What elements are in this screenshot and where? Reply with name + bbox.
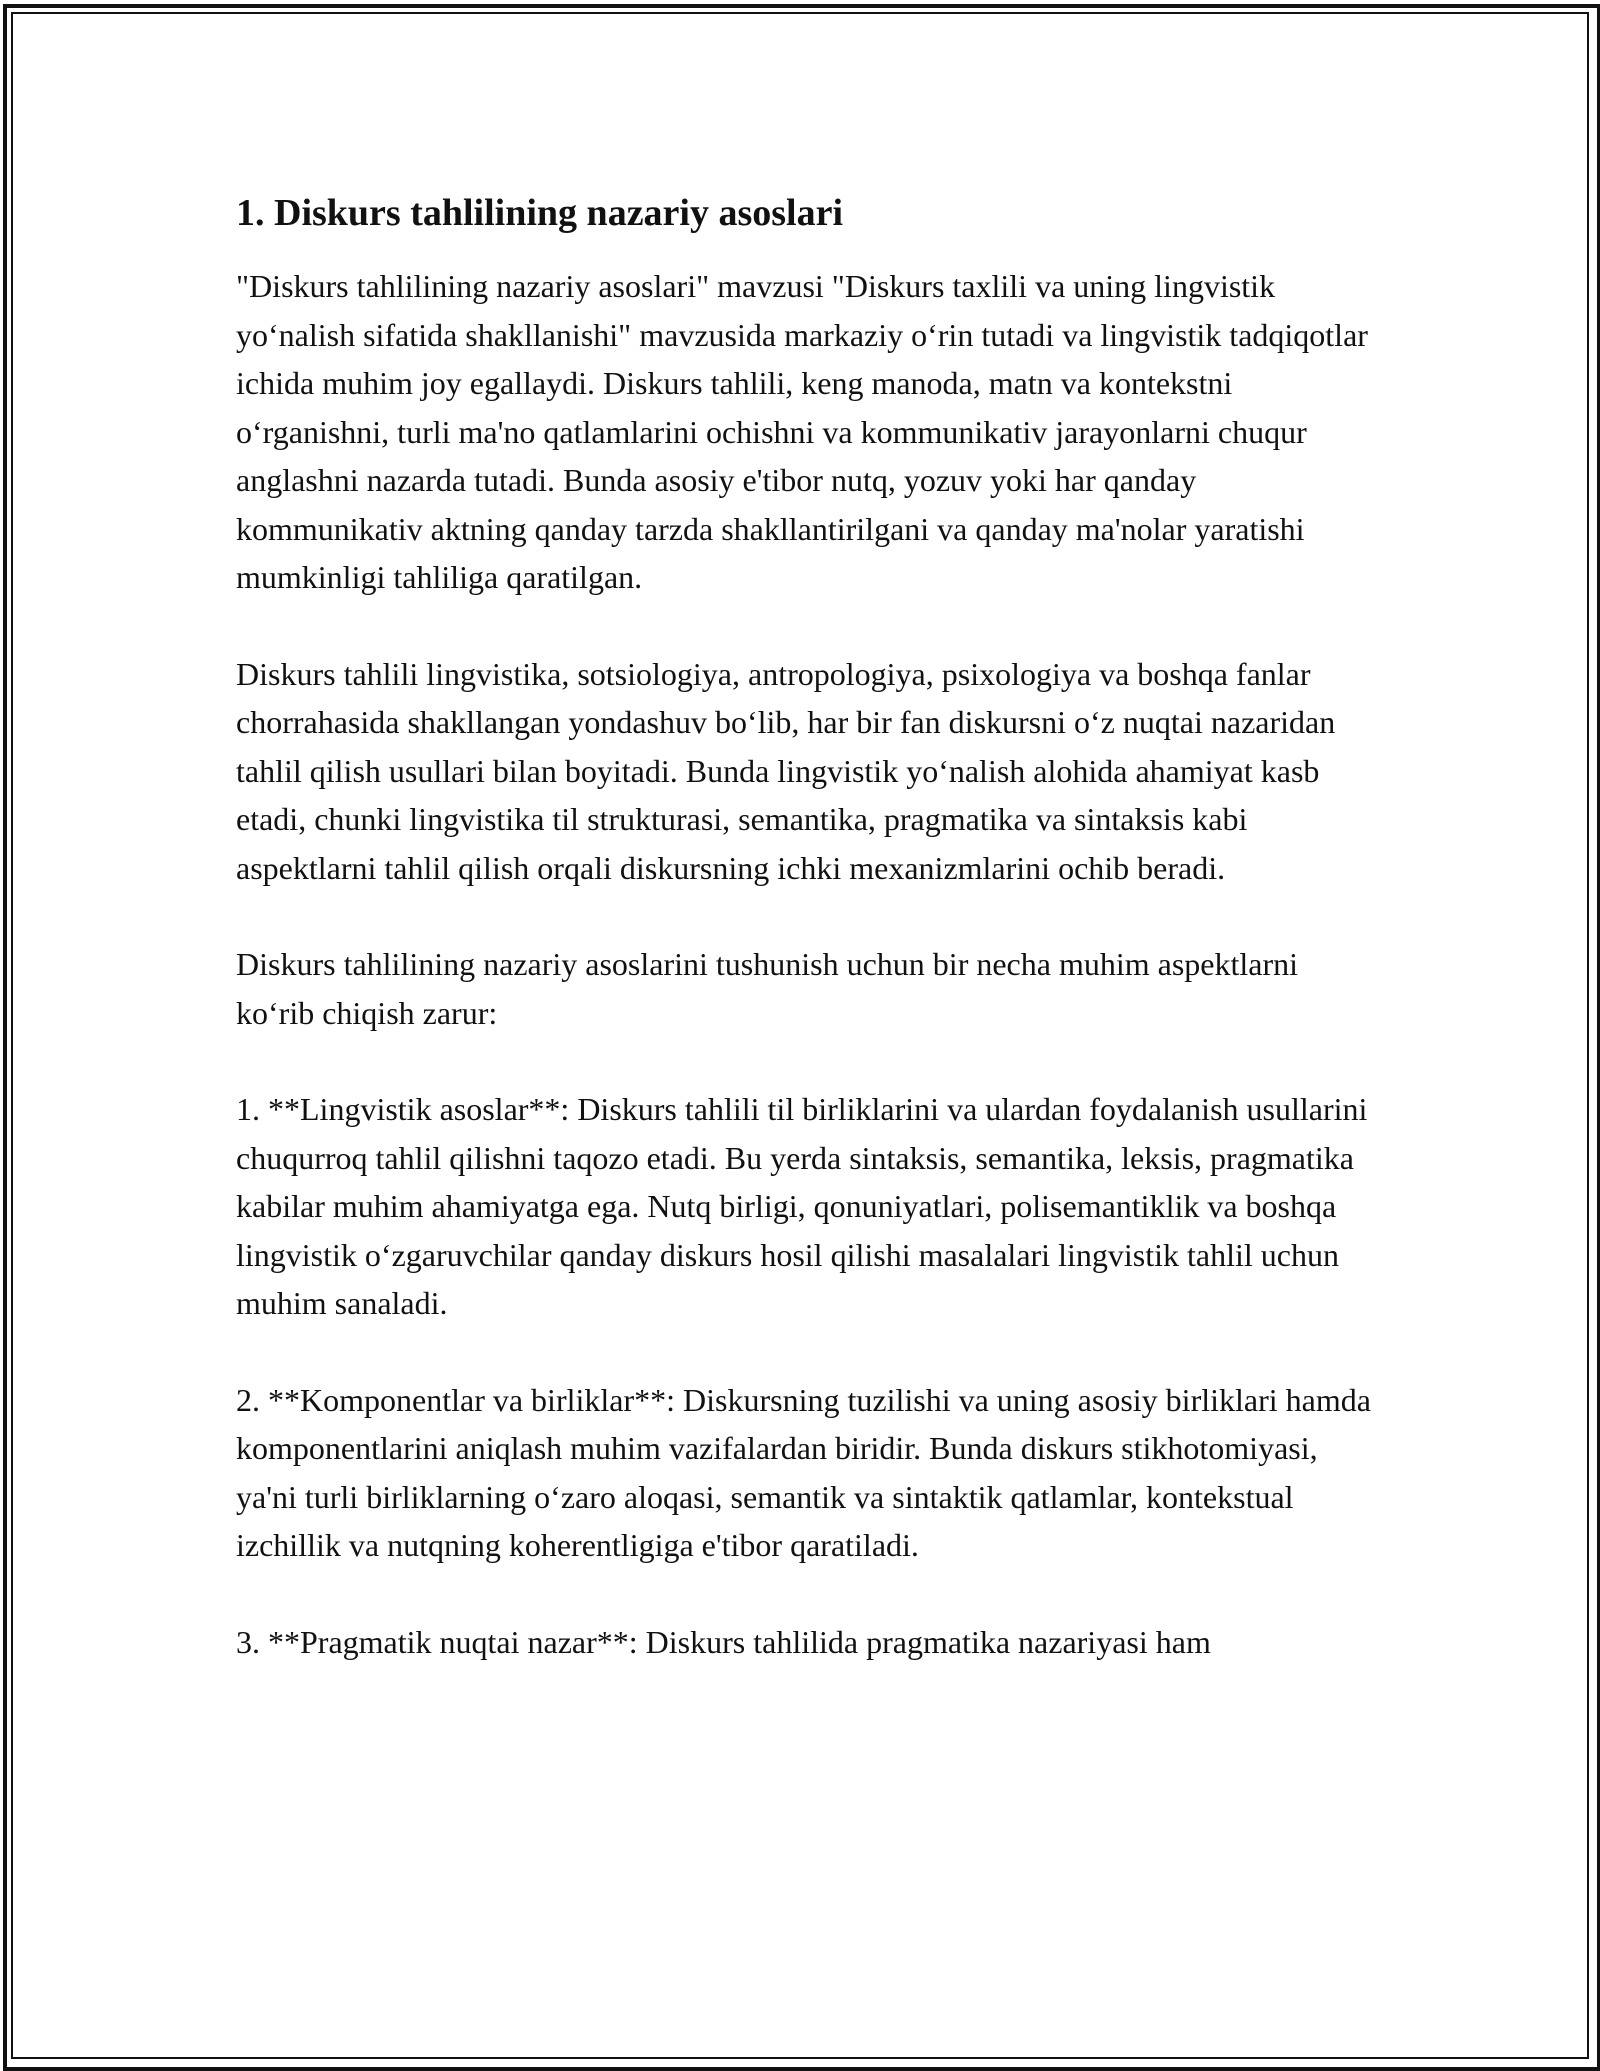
paragraph-intro: "Diskurs tahlilining nazariy asoslari" mavzusi "Diskurs taxlili va uning lingvistik yo‘nalish sifatida shakllanishi" mavzusida markaziy o‘rin tutadi va lingvistik tadqiqotlar ichida muhim joy egallaydi. Diskurs tahlili, keng manoda, matn va kontekstni o‘rganishni, turli ma'no qatlamlarini ochishni va kommunikativ jarayonlarni chuqur anglashni nazarda tutadi. Bunda asosiy e'tibor nutq, yozuv yoki har qanday kommunikativ aktning qanday tarzda shakllantirilgani va qanday ma'nolar yaratishi mumkinligi tahliliga qaratilgan.: [236, 268, 1368, 595]
section-heading: 1. Diskurs tahlilining nazariy asoslari: [236, 192, 844, 234]
document-body: [236, 186, 1376, 1714]
list-item-pragmatic-view: 3. **Pragmatik nuqtai nazar**: Diskurs tahlilida pragmatika nazariyasi ham: [236, 1623, 1211, 1660]
list-item-linguistic-foundations: 1. **Lingvistik asoslar**: Diskurs tahlili til birliklarini va ulardan foydalanish usullarini chuqurroq tahlil qilishni taqozo etadi. Bu yerda sintaksis, semantika, leksis, pragmatika kabilar muhim ahamiyatga ega. Nutq birligi, qonuniyatlari, polisemantiklik va boshqa lingvistik o‘zgaruvchilar qanday diskurs hosil qilishi masalalari lingvistik tahlil uchun muhim sanaladi.: [236, 1091, 1368, 1321]
paragraph-interdisciplinary: Diskurs tahlili lingvistika, sotsiologiya, antropologiya, psixologiya va boshqa fanlar chorrahasida shakllangan yondashuv bo‘lib, har bir fan diskursni o‘z nuqtai nazaridan tahlil qilish usullari bilan boyitadi. Bunda lingvistik yo‘nalish alohida ahamiyat kasb etadi, chunki lingvistika til strukturasi, semantika, pragmatika va sintaksis kabi aspektlarni tahlil qilish orqali diskursning ichki mexanizmlarini ochib beradi.: [236, 655, 1336, 886]
paragraph-aspects-lead: Diskurs tahlilining nazariy asoslarini tushunish uchun bir necha muhim aspektlarni ko‘rib chiqish zarur:: [236, 946, 1299, 1031]
list-item-components-units: 2. **Komponentlar va birliklar**: Diskursning tuzilishi va uning asosiy birliklari hamda komponentlarini aniqlash muhim vazifalardan biridir. Bunda diskurs stikhotomiyasi, ya'ni turli birliklarning o‘zaro aloqasi, semantik va sintaktik qatlamlar, kontekstual izchillik va nutqning koherentligiga e'tibor qaratiladi.: [236, 1381, 1371, 1563]
